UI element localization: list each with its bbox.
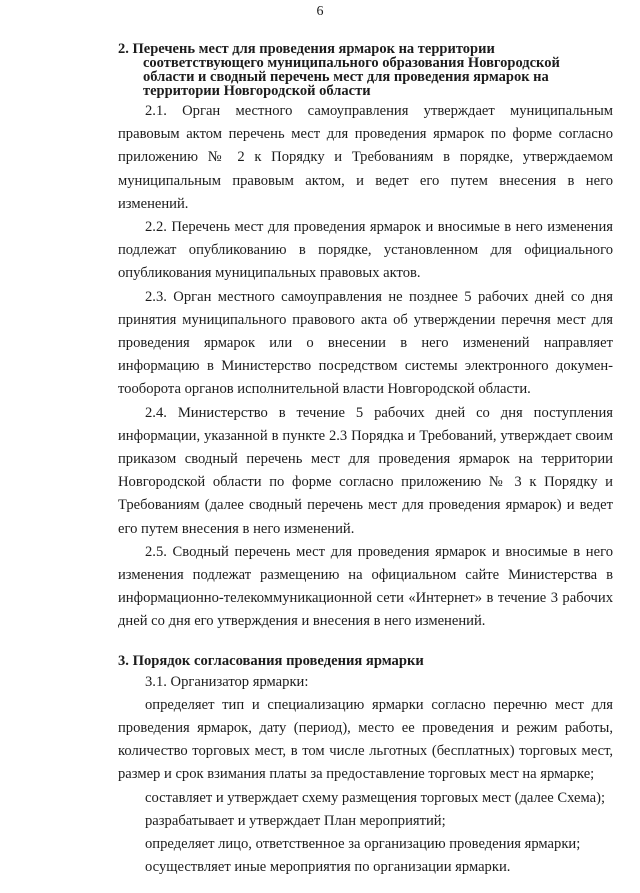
paragraph-2-5: 2.5. Сводный перечень мест для проведения ярмарок и вносимые в него изменения подлежат размещению на официальном сайте Министерства в информационно-телекоммуникационной сети «Интернет» в течение 3 рабочих дней со дня его утверждения и внесения в него изменений. xyxy=(118,543,613,630)
section-3 xyxy=(118,651,613,880)
section-2-title-line: 2. Перечень мест для проведения ярмарок на территории xyxy=(118,41,495,57)
section-2 xyxy=(118,42,613,634)
list-item: определяет тип и специализацию ярмарки согласно перечню мест для проведения ярмарок, дату (период), место ее проведения и режим работы, количество торговых мест, в том числе льготных (бесплатных) торговых мест, размер и срок взимания платы за предоставление торговых мест на ярмарке; xyxy=(118,696,613,783)
section-2-title-line: территории Новгородской области xyxy=(143,83,371,99)
section-3-title: 3. Порядок согласования проведения ярмарки xyxy=(118,652,424,669)
page-number: 6 xyxy=(316,4,324,19)
document-body xyxy=(118,42,613,880)
paragraph-2-2: 2.2. Перечень мест для проведения ярмарок и вносимые в него изменения подлежат опубликованию в порядке, установленном для официального опубликования муниципальных правовых актов. xyxy=(118,219,613,282)
paragraph-2-1: 2.1. Орган местного самоуправления утверждает муниципальным правовым актом перечень мест для проведения ярмарок по форме согласно приложению № 2 к Порядку и Требованиям в порядке, утверждаемом муниципальным правовым актом, и ведет его путем внесения в него изменений. xyxy=(118,103,613,212)
list-item: составляет и утверждает схему размещения торговых мест (далее Схема); xyxy=(145,789,606,806)
section-2-title-line: области и сводный перечень мест для проведения ярмарок на xyxy=(143,69,549,85)
list-item: осуществляет иные мероприятия по организации ярмарки. xyxy=(145,859,511,876)
section-2-title xyxy=(118,42,613,98)
paragraph-2-4: 2.4. Министерство в течение 5 рабочих дней со дня поступления информации, указанной в пункте 2.3 Порядка и Требований, утверждает своим приказом сводный перечень мест для проведения ярмарок на территории Новгородской области по форме согласно приложению № 3 к Порядку и Требованиям (далее сводный перечень мест для проведения ярмарок) и ведет его путем внесения в него изменений. xyxy=(118,404,613,537)
paragraph-3-1: 3.1. Организатор ярмарки: xyxy=(145,673,309,690)
list-item: определяет лицо, ответственное за организацию проведения ярмарки; xyxy=(145,836,581,853)
section-2-title-line: соответствующего муниципального образования Новгородской xyxy=(143,55,560,71)
list-item: разрабатывает и утверждает План мероприятий; xyxy=(145,812,446,829)
paragraph-2-3: 2.3. Орган местного самоуправления не позднее 5 рабочих дней со дня принятия муниципального правового акта об утверждении перечня мест для проведения ярмарок или о внесении в него изменений направляет информацию в Министерство посредством системы электронного докумен-тооборота органов исполнительной власти Новгородской области. xyxy=(118,288,613,398)
